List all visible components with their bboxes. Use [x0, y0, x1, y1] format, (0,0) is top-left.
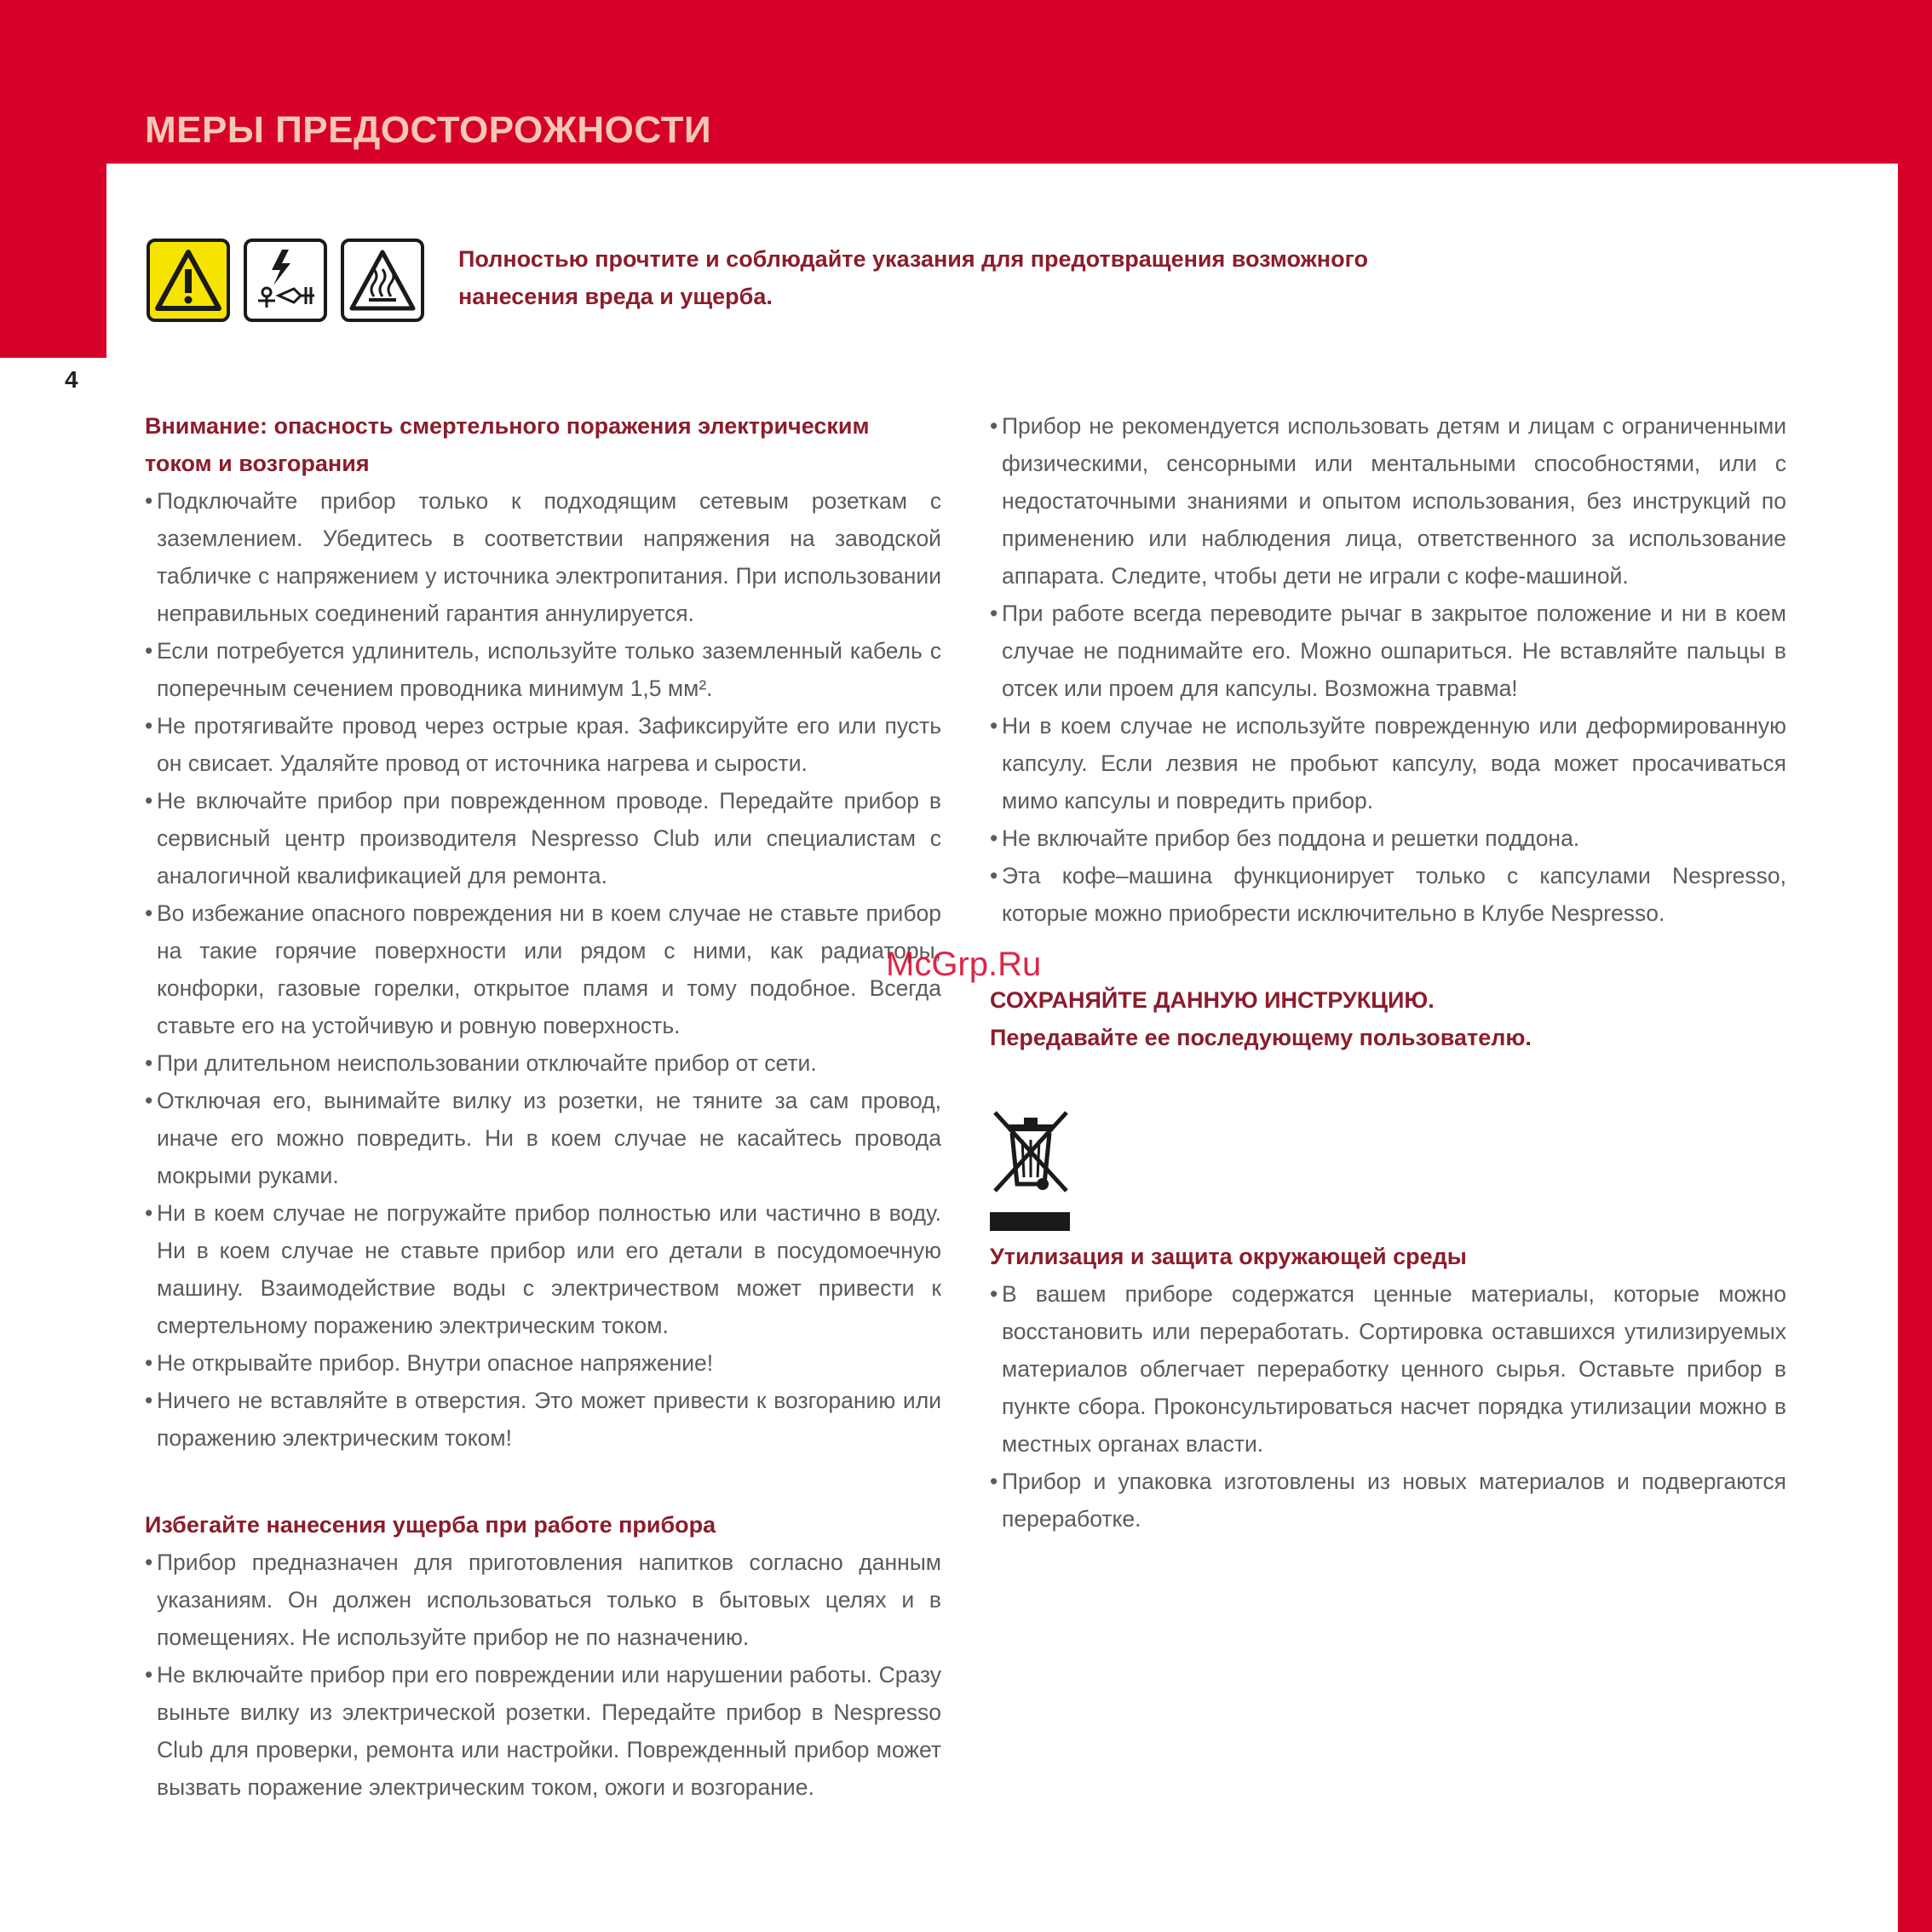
list-item: • Ни в коем случае не погружайте прибор полностью или частично в воду. Ни в коем случае не ставьте прибор или его детали в посудомоечную машину. Взаимодействие воды с электричеством может привести к смертельному поражению электрическим током.	[145, 1194, 941, 1344]
section-damage-title: Избегайте нанесения ущерба при работе прибора	[145, 1512, 716, 1538]
section-disposal-list	[990, 1275, 1786, 1538]
left-column	[145, 407, 941, 1806]
list-item: • Не протягивайте провод через острые края. Зафиксируйте его или пусть он свисает. Удаляйте провод от источника нагрева и сырости.	[145, 707, 941, 782]
list-item: • Не включайте прибор при его повреждении или нарушении работы. Сразу выньте вилку из электрической розетки. Передайте прибор в Nespresso Club для проверки, ремонта или настройки. Поврежденный прибор может вызвать поражение электрическим током, ожоги и возгорание.	[145, 1656, 941, 1806]
list-item: • Прибор не рекомендуется использовать детям и лицам с ограниченными физическими, сенсорными или ментальными способностями, или с недостаточными знаниями и опытом использования, без инструкций по применению или наблюдения лица, ответственного за использование аппарата. Следите, чтобы дети не играли с кофе-машиной.	[990, 407, 1786, 595]
right-accent-band	[1898, 0, 1932, 1932]
list-item: • Если потребуется удлинитель, используйте только заземленный кабель с поперечным сечением проводника минимум 1,5 мм².	[145, 632, 941, 707]
list-item: • Прибор предназначен для приготовления напитков согласно данным указаниям. Он должен использоваться только в бытовых целях и в помещениях. Не используйте прибор не по назначению.	[145, 1544, 941, 1656]
section-damage-list	[145, 1544, 941, 1806]
save-instructions-subtitle: Передавайте ее последующему пользователю.	[990, 1025, 1532, 1050]
intro-text: Полностью прочтите и соблюдайте указания для предотвращения возможного нанесения вреда и ущерба.	[458, 246, 1368, 309]
right-column	[990, 407, 1786, 1538]
list-item: • Подключайте прибор только к подходящим сетевым розеткам с заземлением. Убедитесь в соответствии напряжения на заводской табличке с напряжением у источника электропитания. При использовании неправильных соединений гарантия аннулируется.	[145, 482, 941, 632]
list-item: • Ничего не вставляйте в отверстия. Это может привести к возгоранию или поражению электрическим током!	[145, 1382, 941, 1457]
list-item: • При длительном неиспользовании отключайте прибор от сети.	[145, 1044, 941, 1082]
list-item: • Не включайте прибор при поврежденном проводе. Передайте прибор в сервисный центр производителя Nespresso Club или специалистам с аналогичной квалификацией для ремонта.	[145, 782, 941, 894]
list-item: • В вашем приборе содержатся ценные материалы, которые можно восстановить или переработать. Сортировка оставшихся утилизируемых материалов облегчает переработку ценного сырья. Оставьте прибор в пункте сбора. Проконсультироваться насчет порядка утилизации можно в местных органах власти.	[990, 1275, 1786, 1463]
left-accent-band	[0, 0, 106, 358]
list-item: • Не открывайте прибор. Внутри опасное напряжение!	[145, 1344, 941, 1382]
section-electric-title: Внимание: опасность смертельного поражения электрическим током и возгорания	[145, 413, 870, 476]
list-item: • Во избежание опасного повреждения ни в коем случае не ставьте прибор на такие горячие поверхности или рядом с ними, как радиаторы, конфорки, газовые горелки, открытое пламя и тому подобное. Всегда ставьте его на устойчивую и ровную поверхность.	[145, 894, 941, 1044]
section-electric-list	[145, 482, 941, 1457]
list-item: • Не включайте прибор без поддона и решетки поддона.	[990, 819, 1786, 857]
hot-surface-icon	[341, 239, 424, 322]
save-instructions-title: СОХРАНЯЙТЕ ДАННУЮ ИНСТРУКЦИЮ.	[990, 987, 1435, 1013]
list-item: • Эта кофе–машина функционирует только с капсулами Nespresso, которые можно приобрести исключительно в Клубе Nespresso.	[990, 857, 1786, 932]
crossed-bin-icon	[990, 1109, 1075, 1231]
section-usage-list	[990, 407, 1786, 932]
list-item: • Отключая его, вынимайте вилку из розетки, не тяните за сам провод, иначе его можно повредить. Ни в коем случае не касайтесь провода мокрыми руками.	[145, 1082, 941, 1194]
electric-shock-icon	[244, 239, 327, 322]
list-item: • При работе всегда переводите рычаг в закрытое положение и ни в коем случае не поднимайте его. Можно ошпариться. Не вставляйте пальцы в отсек или проем для капсулы. Возможна травма!	[990, 595, 1786, 707]
warning-triangle-icon	[147, 239, 230, 322]
page-number: 4	[65, 366, 78, 393]
warning-icons	[147, 239, 424, 322]
list-item: • Прибор и упаковка изготовлены из новых материалов и подвергаются переработке.	[990, 1463, 1786, 1538]
list-item: • Ни в коем случае не используйте поврежденную или деформированную капсулу. Если лезвия не пробьют капсулу, вода может просачиваться мимо капсулы и повредить прибор.	[990, 707, 1786, 819]
page-title: МЕРЫ ПРЕДОСТОРОЖНОСТИ	[145, 109, 712, 151]
section-disposal-title: Утилизация и защита окружающей среды	[990, 1244, 1467, 1269]
watermark: McGrp.Ru	[886, 946, 1042, 983]
